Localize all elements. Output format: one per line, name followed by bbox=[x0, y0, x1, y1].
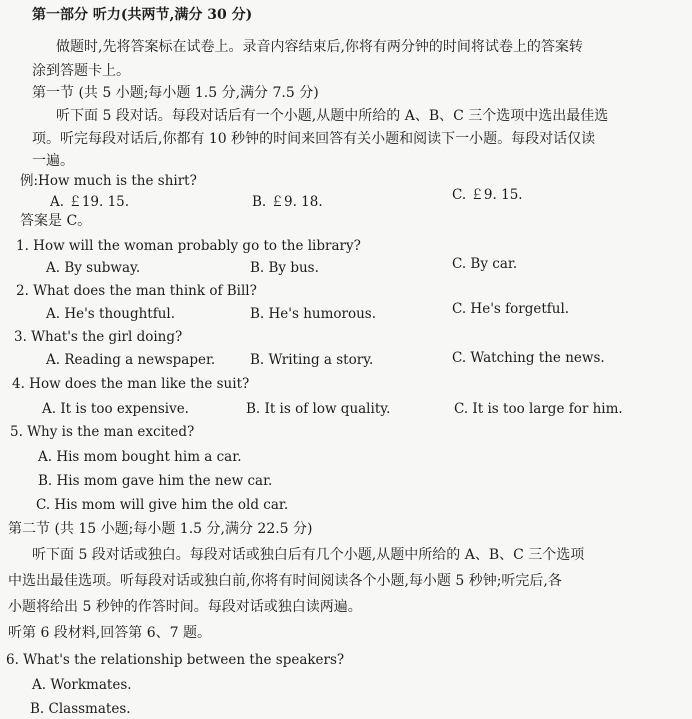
question-2: 2. What does the man think of Bill? bbox=[16, 283, 257, 299]
question-1: 1. How will the woman probably go to the library? bbox=[16, 238, 361, 254]
q4-option-b: B. It is of low quality. bbox=[246, 401, 391, 417]
part1-header: 第一部分 听力(共两节,满分 30 分) bbox=[32, 7, 253, 23]
q2-option-c: C. He's forgetful. bbox=[452, 301, 570, 317]
question-6: 6. What's the relationship between the speakers? bbox=[6, 652, 345, 668]
section2-instructions-line4: 听第 6 段材料,回答第 6、7 题。 bbox=[8, 625, 211, 641]
q6-option-b: B. Classmates. bbox=[30, 701, 131, 717]
q1-option-b: B. By bus. bbox=[250, 260, 319, 276]
part1-intro-line1: 做题时,先将答案标在试卷上。录音内容结束后,你将有两分钟的时间将试卷上的答案转 bbox=[56, 39, 583, 55]
q5-option-b: B. His mom gave him the new car. bbox=[38, 473, 273, 489]
example-option-c: C. ￡9. 15. bbox=[452, 187, 523, 203]
q5-option-c: C. His mom will give him the old car. bbox=[36, 497, 289, 513]
part1-intro-line2: 涂到答题卡上。 bbox=[32, 63, 130, 79]
section2-instructions-line3: 小题将给出 5 秒钟的作答时间。每段对话或独白读两遍。 bbox=[8, 599, 362, 615]
example-answer: 答案是 C。 bbox=[20, 213, 92, 229]
question-4: 4. How does the man like the suit? bbox=[12, 376, 250, 392]
q5-option-a: A. His mom bought him a car. bbox=[38, 449, 242, 465]
question-5: 5. Why is the man excited? bbox=[10, 424, 195, 440]
section1-instructions-line2: 项。听完每段对话后,你都有 10 秒钟的时间来回答有关小题和阅读下一小题。每段对话仅读 bbox=[32, 131, 596, 147]
q3-option-a: A. Reading a newspaper. bbox=[46, 352, 216, 368]
section2-instructions-line1: 听下面 5 段对话或独白。每段对话或独白后有几个小题,从题中所给的 A、B、C 三个选项 bbox=[32, 547, 585, 563]
q4-option-a: A. It is too expensive. bbox=[42, 401, 189, 417]
example-option-a: A. ￡19. 15. bbox=[50, 194, 130, 210]
q2-option-b: B. He's humorous. bbox=[250, 306, 377, 322]
q2-option-a: A. He's thoughtful. bbox=[46, 306, 176, 322]
section1-heading: 第一节 (共 5 小题;每小题 1.5 分,满分 7.5 分) bbox=[32, 85, 319, 101]
section1-instructions-line1: 听下面 5 段对话。每段对话后有一个小题,从题中所给的 A、B、C 三个选项中选出最佳选 bbox=[56, 108, 609, 124]
q3-option-c: C. Watching the news. bbox=[452, 350, 605, 366]
section2-heading: 第二节 (共 15 小题;每小题 1.5 分,满分 22.5 分) bbox=[8, 521, 313, 537]
q1-option-a: A. By subway. bbox=[46, 260, 141, 276]
question-3: 3. What's the girl doing? bbox=[14, 329, 183, 345]
q1-option-c: C. By car. bbox=[452, 256, 518, 272]
q4-option-c: C. It is too large for him. bbox=[454, 401, 623, 417]
example-option-b: B. ￡9. 18. bbox=[252, 194, 323, 210]
example-question: 例:How much is the shirt? bbox=[20, 173, 197, 189]
section2-instructions-line2: 中选出最佳选项。听每段对话或独白前,你将有时间阅读各个小题,每小题 5 秒钟;听完后,各 bbox=[8, 573, 562, 589]
section1-instructions-line3: 一遍。 bbox=[32, 153, 74, 169]
q6-option-a: A. Workmates. bbox=[32, 677, 132, 693]
q3-option-b: B. Writing a story. bbox=[250, 352, 374, 368]
